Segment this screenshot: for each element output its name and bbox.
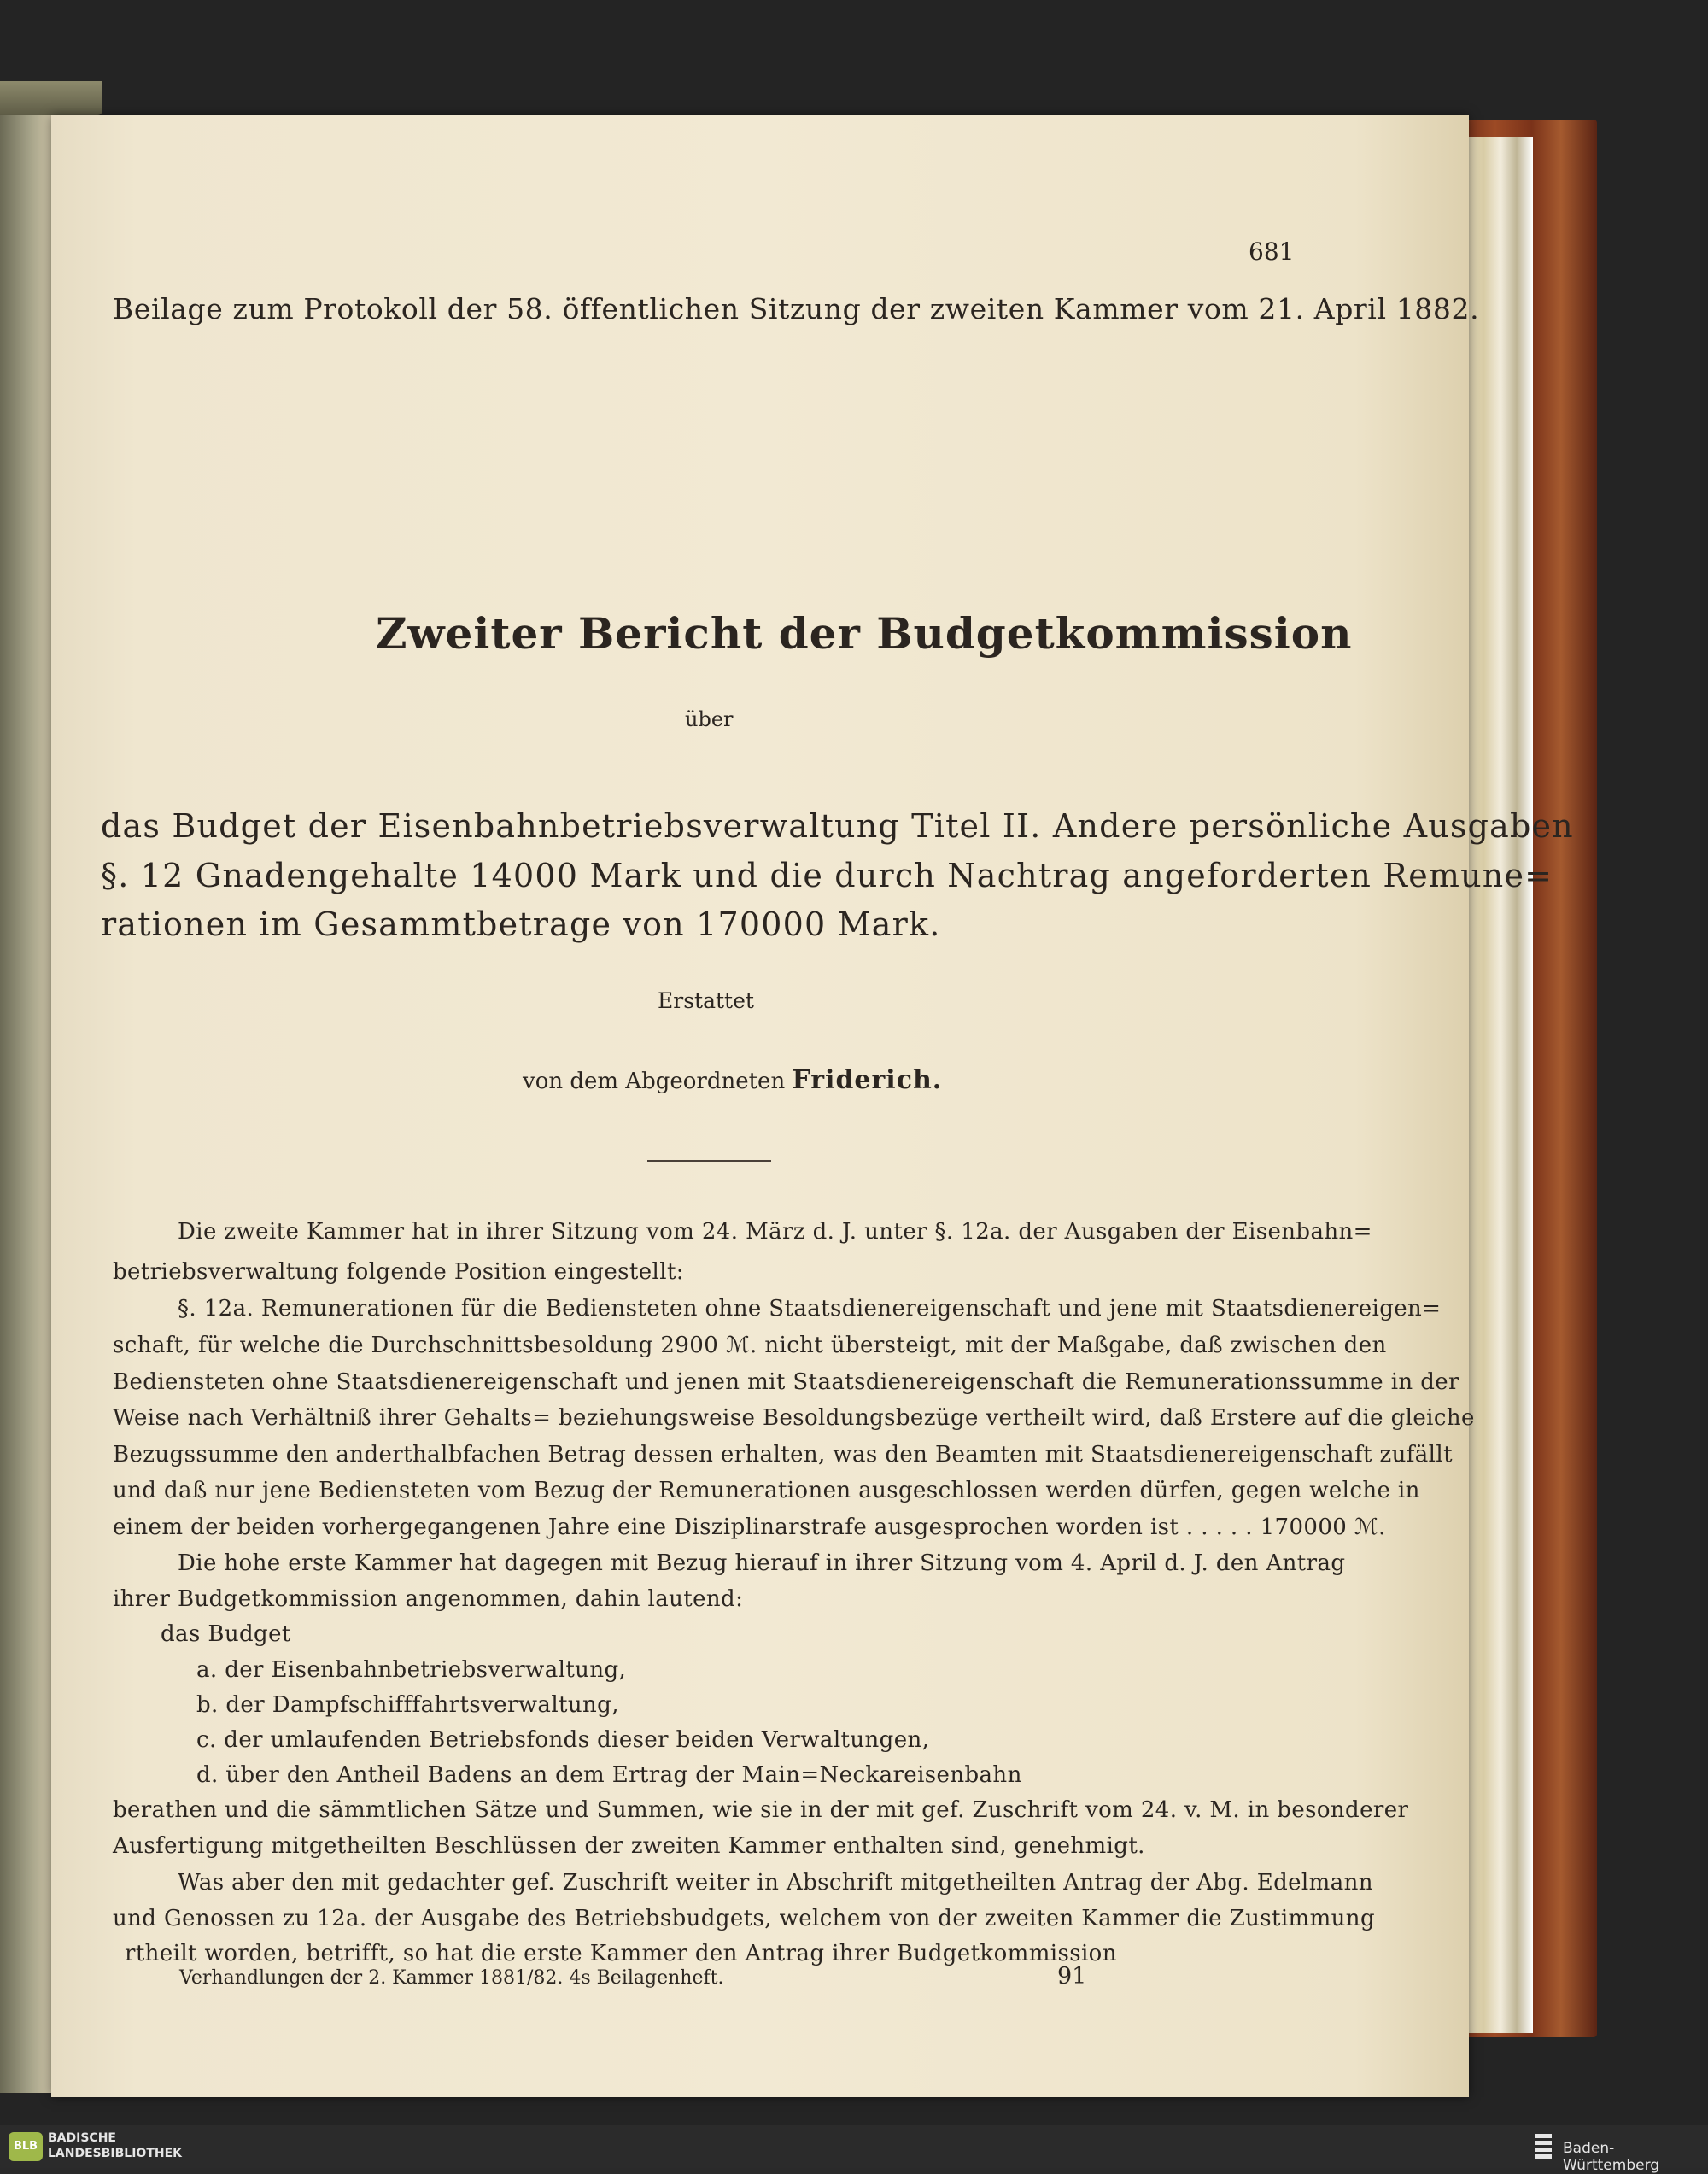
- viewer-footer-bar: [0, 2125, 1708, 2168]
- library-name[interactable]: [48, 2130, 182, 2161]
- title-connector: über: [685, 707, 734, 731]
- body-line: und Genossen zu 12a. der Ausgabe des Betriebsbudgets, welchem von der zweiten Kammer die Zustimmung: [113, 1906, 1375, 1931]
- body-line: Was aber den mit gedachter gef. Zuschrift weiter in Abschrift mitgetheilten Antrag der Abg. Edelmann: [178, 1870, 1373, 1896]
- page-number: 681: [1249, 237, 1295, 266]
- body-line: Ausfertigung mitgetheilten Beschlüssen der zweiten Kammer enthalten sind, genehmigt.: [113, 1833, 1145, 1859]
- body-line: das Budget: [161, 1621, 291, 1647]
- body-line: betriebsverwaltung folgende Position eingestellt:: [113, 1259, 684, 1285]
- body-line: Bediensteten ohne Staatsdienereigenschaft und jenen mit Staatsdienereigenschaft die Remunerationssumme in der: [113, 1369, 1459, 1395]
- subject-line: das Budget der Eisenbahnbetriebsverwaltung Titel II. Andere persönliche Ausgaben: [101, 807, 1574, 845]
- body-line: Die hohe erste Kammer hat dagegen mit Bezug hierauf in ihrer Sitzung vom 4. April d. J. den Antrag: [178, 1550, 1346, 1576]
- state-coat-of-arms-icon: [1532, 2132, 1554, 2161]
- author-prefix: von dem Abgeordneten: [523, 1069, 786, 1094]
- library-name-line1: BADISCHE: [48, 2131, 116, 2145]
- library-name-line2: LANDESBIBLIOTHEK: [48, 2147, 183, 2160]
- author-name: Friderich.: [792, 1065, 943, 1095]
- body-line: und daß nur jene Bediensteten vom Bezug der Remunerationen ausgeschlossen werden dürfen, gegen welche in: [113, 1478, 1420, 1503]
- list-item: b. der Dampfschifffahrtsverwaltung,: [196, 1692, 619, 1718]
- subject-line: §. 12 Gnadengehalte 14000 Mark und die durch Nachtrag angeforderten Remune=: [101, 857, 1553, 894]
- header-line: Beilage zum Protokoll der 58. öffentlichen Sitzung der zweiten Kammer vom 21. April 1882.: [113, 292, 1480, 325]
- body-line: einem der beiden vorhergegangenen Jahre eine Disziplinarstrafe ausgesprochen worden ist . . . . . 170000 ℳ.: [113, 1515, 1386, 1540]
- list-item: c. der umlaufenden Betriebsfonds dieser beiden Verwaltungen,: [196, 1727, 930, 1753]
- body-line: §. 12a. Remunerationen für die Bediensteten ohne Staatsdienereigenschaft und jene mit Staatsdienereigen=: [178, 1296, 1442, 1321]
- author-line: [523, 1065, 942, 1095]
- page-title: Zweiter Bericht der Budgetkommission: [376, 608, 1353, 659]
- body-line: ihrer Budgetkommission angenommen, dahin lautend:: [113, 1586, 744, 1612]
- body-line: Bezugssumme den anderthalbfachen Betrag dessen erhalten, was den Beamten mit Staatsdienereigenschaft zufällt: [113, 1442, 1453, 1468]
- facing-page-cover: [0, 81, 102, 115]
- list-item: a. der Eisenbahnbetriebsverwaltung,: [196, 1657, 627, 1683]
- subject-line: rationen im Gesammtbetrage von 170000 Mark.: [101, 905, 941, 943]
- divider-rule: [647, 1160, 771, 1162]
- body-line: Weise nach Verhältniß ihrer Gehalts= beziehungsweise Besoldungsbezüge vertheilt wird, daß Erstere auf die gleiche: [113, 1405, 1475, 1431]
- list-item: d. über den Antheil Badens an dem Ertrag der Main=Neckareisenbahn: [196, 1762, 1022, 1788]
- body-line: rtheilt worden, betrifft, so hat die erste Kammer den Antrag ihrer Budgetkommission: [125, 1941, 1117, 1966]
- footer-text: Verhandlungen der 2. Kammer 1881/82. 4s Beilagenheft.: [179, 1967, 724, 1989]
- erstattet-label: Erstattet: [658, 988, 754, 1013]
- body-line: schaft, für welche die Durchschnittsbesoldung 2900 ℳ. nicht übersteigt, mit der Maßgabe, daß zwischen den: [113, 1333, 1387, 1358]
- blb-logo[interactable]: BLB: [9, 2132, 43, 2161]
- body-line: berathen und die sämmtlichen Sätze und Summen, wie sie in der mit gef. Zuschrift vom 24. v. M. in besonderer: [113, 1797, 1409, 1823]
- facing-page-edge: [0, 103, 51, 2093]
- body-line: Die zweite Kammer hat in ihrer Sitzung vom 24. März d. J. unter §. 12a. der Ausgaben der Eisenbahn=: [178, 1219, 1372, 1245]
- footer-signature-number: 91: [1057, 1963, 1087, 1989]
- state-name[interactable]: Baden-Württemberg: [1563, 2140, 1660, 2174]
